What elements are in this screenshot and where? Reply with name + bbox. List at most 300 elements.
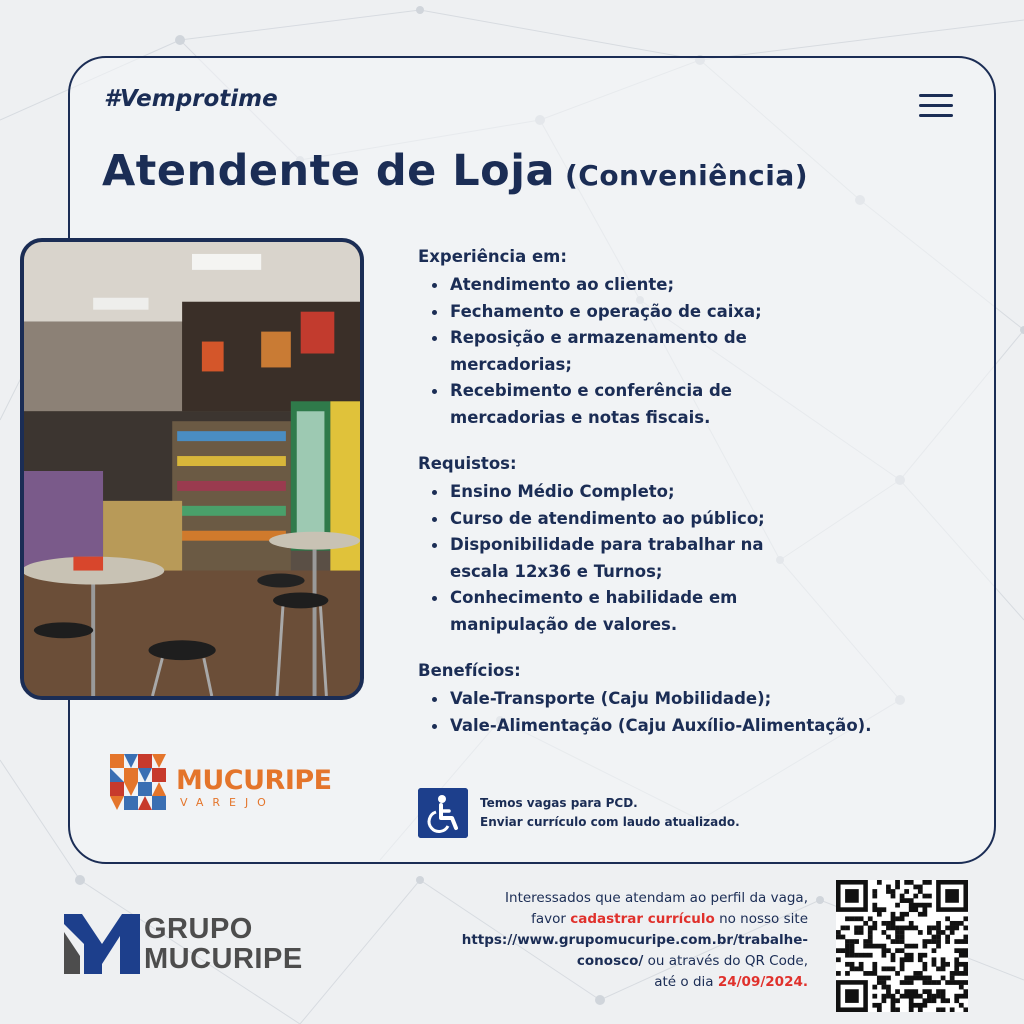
qr-module: [963, 980, 968, 985]
qr-module: [932, 926, 937, 931]
qr-module: [945, 980, 950, 985]
qr-module: [877, 980, 882, 985]
qr-module: [895, 926, 900, 931]
qr-module: [872, 921, 877, 926]
qr-module: [927, 894, 932, 899]
qr-module: [854, 916, 859, 921]
qr-module: [927, 939, 932, 944]
qr-module: [891, 916, 896, 921]
qr-module: [959, 971, 964, 976]
qr-module: [904, 994, 909, 999]
qr-module: [909, 998, 914, 1003]
qr-module: [904, 889, 909, 894]
qr-module: [882, 985, 887, 990]
qr-module: [895, 989, 900, 994]
qr-module: [913, 1003, 918, 1008]
qr-module: [954, 962, 959, 967]
qr-module: [900, 957, 905, 962]
qr-module: [909, 926, 914, 931]
qr-module: [954, 971, 959, 976]
qr-module: [922, 953, 927, 958]
qr-module: [945, 939, 950, 944]
qr-module: [963, 994, 968, 999]
grupo-mucuripe-logo: [64, 914, 304, 976]
qr-module: [963, 953, 968, 958]
menu-bar: [919, 114, 953, 117]
qr-module: [909, 994, 914, 999]
qr-module: [918, 1003, 923, 1008]
qr-module: [900, 939, 905, 944]
cta-line5: [368, 972, 808, 993]
qr-module: [959, 948, 964, 953]
qr-module: [950, 921, 955, 926]
qr-finder-pattern: [945, 889, 959, 903]
qr-module: [868, 930, 873, 935]
mucuripe-varejo-mark: [110, 754, 172, 816]
list-item: Fechamento e operação de caixa;: [450, 299, 978, 326]
qr-module: [941, 1007, 946, 1012]
qr-module: [963, 989, 968, 994]
cta-line4: [368, 951, 808, 972]
qr-module: [945, 916, 950, 921]
qr-module: [891, 953, 896, 958]
qr-module: [882, 953, 887, 958]
qr-module: [932, 994, 937, 999]
qr-module: [959, 921, 964, 926]
qr-module: [927, 930, 932, 935]
qr-module: [941, 994, 946, 999]
qr-module: [882, 907, 887, 912]
cta-text: .: [802, 974, 808, 990]
menu-bar: [919, 94, 953, 97]
qr-module: [868, 916, 873, 921]
qr-module: [918, 1007, 923, 1012]
qr-module: [895, 880, 900, 885]
qr-module: [854, 953, 859, 958]
qr-module: [900, 994, 905, 999]
qr-module: [922, 939, 927, 944]
qr-module: [918, 994, 923, 999]
qr-module: [882, 980, 887, 985]
qr-module: [922, 894, 927, 899]
qr-module: [922, 880, 927, 885]
qr-module: [936, 994, 941, 999]
qr-module: [941, 962, 946, 967]
qr-module: [841, 935, 846, 940]
qr-module: [918, 930, 923, 935]
qr-module: [909, 903, 914, 908]
qr-module: [909, 989, 914, 994]
pcd-line1: Temos vagas para PCD.: [480, 796, 638, 810]
qr-module: [913, 971, 918, 976]
qr-module: [941, 930, 946, 935]
qr-module: [954, 939, 959, 944]
qr-module: [959, 953, 964, 958]
qr-module: [922, 962, 927, 967]
qr-module: [836, 935, 841, 940]
qr-module: [895, 930, 900, 935]
qr-module: [904, 989, 909, 994]
qr-finder-pattern: [845, 989, 859, 1003]
qr-module: [877, 880, 882, 885]
qr-module: [932, 935, 937, 940]
experience-list: [418, 272, 978, 431]
qr-module: [877, 907, 882, 912]
job-title: Atendente de Loja: [102, 146, 555, 196]
application-instructions: [368, 888, 808, 993]
list-item: Curso de atendimento ao público;: [450, 506, 978, 533]
qr-module: [927, 976, 932, 981]
qr-module: [900, 966, 905, 971]
mucuripe-varejo-logo: [110, 754, 330, 818]
hamburger-menu-icon[interactable]: [919, 94, 955, 120]
qr-module: [913, 944, 918, 949]
list-item: Vale-Transporte (Caju Mobilidade);: [450, 686, 978, 713]
qr-module: [963, 926, 968, 931]
qr-module: [913, 926, 918, 931]
qr-module: [872, 926, 877, 931]
qr-module: [863, 921, 868, 926]
qr-module: [922, 944, 927, 949]
qr-module: [927, 994, 932, 999]
qr-module: [954, 994, 959, 999]
qr-module: [845, 948, 850, 953]
qr-module: [845, 962, 850, 967]
qr-module: [950, 930, 955, 935]
qr-module: [886, 966, 891, 971]
qr-module: [909, 976, 914, 981]
qr-module: [922, 966, 927, 971]
qr-module: [909, 880, 914, 885]
qr-module: [882, 944, 887, 949]
qr-module: [936, 930, 941, 935]
qr-module: [932, 948, 937, 953]
qr-module: [868, 935, 873, 940]
qr-module: [936, 935, 941, 940]
qr-module: [963, 916, 968, 921]
qr-module: [913, 994, 918, 999]
qr-module: [891, 921, 896, 926]
qr-module: [895, 916, 900, 921]
qr-module: [895, 948, 900, 953]
qr-module: [868, 971, 873, 976]
qr-module: [963, 966, 968, 971]
qr-module: [845, 953, 850, 958]
qr-module: [936, 944, 941, 949]
qr-module: [909, 1003, 914, 1008]
qr-module: [954, 948, 959, 953]
store-photo: [20, 238, 364, 700]
qr-module: [922, 980, 927, 985]
cta-highlight: cadastrar currículo: [570, 911, 715, 927]
qr-module: [900, 926, 905, 931]
qr-module: [936, 980, 941, 985]
qr-module: [882, 976, 887, 981]
careers-link[interactable]: https://www.grupomucuripe.com.br/trabalhe-: [461, 932, 808, 948]
qr-module: [941, 976, 946, 981]
qr-module: [845, 939, 850, 944]
qr-module: [927, 989, 932, 994]
qr-module: [904, 912, 909, 917]
qr-module: [936, 966, 941, 971]
qr-module: [872, 994, 877, 999]
qr-module: [945, 935, 950, 940]
qr-module: [891, 994, 896, 999]
qr-module: [900, 916, 905, 921]
qr-module: [913, 976, 918, 981]
qr-module: [918, 957, 923, 962]
qr-module: [963, 971, 968, 976]
qr-module: [936, 926, 941, 931]
qr-module: [904, 980, 909, 985]
pcd-notice: [418, 788, 838, 838]
qr-module: [922, 1003, 927, 1008]
qr-module: [886, 976, 891, 981]
qr-module: [954, 998, 959, 1003]
qr-module: [954, 980, 959, 985]
list-item: Vale-Alimentação (Caju Auxílio-Alimentação).: [450, 713, 978, 740]
requirements-section: [418, 453, 978, 638]
qr-module: [886, 889, 891, 894]
qr-module: [945, 962, 950, 967]
qr-module: [895, 903, 900, 908]
qr-module: [859, 930, 864, 935]
qr-module: [863, 939, 868, 944]
qr-module: [868, 944, 873, 949]
qr-module: [941, 989, 946, 994]
varejo-brand-sub: VAREJO: [180, 796, 275, 809]
qr-module: [927, 903, 932, 908]
qr-module: [932, 980, 937, 985]
qr-module: [954, 921, 959, 926]
qr-module: [913, 907, 918, 912]
qr-module: [918, 953, 923, 958]
qr-module: [872, 889, 877, 894]
qr-module: [941, 957, 946, 962]
qr-module: [841, 926, 846, 931]
qr-module: [904, 944, 909, 949]
page-title: [102, 146, 808, 196]
qr-module: [886, 948, 891, 953]
qr-module: [963, 1007, 968, 1012]
qr-module: [886, 926, 891, 931]
qr-module: [850, 948, 855, 953]
qr-module: [909, 980, 914, 985]
qr-module: [918, 889, 923, 894]
qr-module: [900, 980, 905, 985]
qr-module: [882, 994, 887, 999]
list-item: Reposição e armazenamento de mercadorias;: [450, 325, 780, 378]
qr-module: [936, 1007, 941, 1012]
qr-module: [872, 944, 877, 949]
qr-module: [859, 962, 864, 967]
qr-module: [909, 944, 914, 949]
qr-module: [882, 998, 887, 1003]
qr-module: [932, 998, 937, 1003]
qr-module: [859, 953, 864, 958]
cta-line2: [368, 909, 808, 930]
qr-module: [872, 985, 877, 990]
benefits-list: [418, 686, 978, 739]
qr-module: [891, 894, 896, 899]
qr-module: [900, 898, 905, 903]
menu-bar: [919, 104, 953, 107]
grupo-line1: GRUPO: [144, 913, 253, 945]
qr-module: [918, 976, 923, 981]
qr-module: [872, 894, 877, 899]
qr-module: [927, 998, 932, 1003]
qr-module: [909, 953, 914, 958]
qr-module: [959, 985, 964, 990]
qr-module: [927, 980, 932, 985]
qr-code[interactable]: [836, 880, 968, 1012]
qr-module: [950, 976, 955, 981]
qr-module: [891, 912, 896, 917]
qr-module: [877, 1007, 882, 1012]
qr-module: [918, 903, 923, 908]
qr-module: [845, 916, 850, 921]
qr-module: [954, 966, 959, 971]
section-title: Benefícios:: [418, 661, 521, 680]
qr-module: [945, 926, 950, 931]
qr-module: [900, 948, 905, 953]
qr-module: [913, 989, 918, 994]
pcd-text: [480, 794, 740, 832]
qr-module: [886, 985, 891, 990]
list-item: Ensino Médio Completo;: [450, 479, 978, 506]
qr-module: [854, 926, 859, 931]
qr-module: [836, 948, 841, 953]
qr-module: [891, 1003, 896, 1008]
qr-module: [950, 926, 955, 931]
qr-module: [904, 880, 909, 885]
grupo-line2: MUCURIPE: [144, 943, 303, 975]
qr-module: [895, 939, 900, 944]
qr-module: [882, 948, 887, 953]
deadline-date: 24/09/2024: [717, 974, 803, 990]
qr-module: [882, 930, 887, 935]
qr-module: [941, 966, 946, 971]
qr-module: [941, 998, 946, 1003]
qr-module: [836, 957, 841, 962]
qr-module: [932, 939, 937, 944]
qr-module: [954, 957, 959, 962]
qr-module: [886, 885, 891, 890]
qr-module: [863, 971, 868, 976]
qr-module: [900, 894, 905, 899]
qr-module: [895, 998, 900, 1003]
qr-module: [922, 998, 927, 1003]
list-item: Recebimento e conferência de mercadorias e notas fiscais.: [450, 378, 770, 431]
qr-module: [877, 944, 882, 949]
qr-module: [859, 916, 864, 921]
qr-module: [845, 971, 850, 976]
qr-module: [895, 971, 900, 976]
qr-module: [904, 976, 909, 981]
qr-module: [882, 966, 887, 971]
qr-module: [909, 957, 914, 962]
section-title: Experiência em:: [418, 247, 567, 266]
qr-module: [954, 926, 959, 931]
qr-module: [872, 966, 877, 971]
grupo-mucuripe-mark: [64, 914, 140, 974]
qr-module: [904, 898, 909, 903]
qr-module: [877, 976, 882, 981]
qr-module: [963, 962, 968, 967]
qr-module: [959, 962, 964, 967]
qr-module: [850, 962, 855, 967]
qr-module: [922, 989, 927, 994]
qr-module: [918, 912, 923, 917]
qr-module: [850, 916, 855, 921]
qr-module: [936, 939, 941, 944]
qr-module: [922, 912, 927, 917]
experience-section: [418, 246, 978, 431]
qr-module: [841, 948, 846, 953]
cta-text: ou através do QR Code,: [643, 953, 808, 969]
qr-module: [959, 980, 964, 985]
list-item: Conhecimento e habilidade em manipulação de valores.: [450, 585, 770, 638]
qr-module: [836, 930, 841, 935]
qr-module: [891, 998, 896, 1003]
qr-module: [886, 935, 891, 940]
qr-module: [909, 1007, 914, 1012]
qr-module: [891, 926, 896, 931]
qr-module: [959, 994, 964, 999]
qr-module: [886, 989, 891, 994]
qr-module: [872, 971, 877, 976]
qr-module: [959, 1003, 964, 1008]
qr-module: [895, 1007, 900, 1012]
qr-module: [845, 926, 850, 931]
qr-module: [895, 885, 900, 890]
cta-text: no nosso site: [714, 911, 808, 927]
qr-module: [904, 926, 909, 931]
list-item: Disponibilidade para trabalhar na escala 12x36 e Turnos;: [450, 532, 790, 585]
qr-module: [886, 994, 891, 999]
qr-module: [909, 898, 914, 903]
qr-module: [963, 939, 968, 944]
grupo-name: [144, 914, 303, 974]
qr-module: [900, 962, 905, 967]
qr-module: [891, 957, 896, 962]
qr-module: [927, 926, 932, 931]
qr-module: [909, 921, 914, 926]
qr-module: [859, 926, 864, 931]
qr-module: [868, 939, 873, 944]
qr-module: [868, 953, 873, 958]
qr-module: [872, 1003, 877, 1008]
job-details: [418, 246, 978, 761]
qr-module: [918, 885, 923, 890]
qr-module: [863, 944, 868, 949]
qr-module: [963, 948, 968, 953]
qr-module: [932, 957, 937, 962]
qr-module: [909, 907, 914, 912]
qr-module: [950, 980, 955, 985]
benefits-section: [418, 660, 978, 739]
qr-module: [872, 907, 877, 912]
hashtag: #Vemprotime: [104, 86, 278, 112]
qr-module: [891, 966, 896, 971]
list-item: Atendimento ao cliente;: [450, 272, 978, 299]
qr-module: [891, 939, 896, 944]
qr-module: [945, 998, 950, 1003]
qr-module: [872, 903, 877, 908]
qr-module: [845, 944, 850, 949]
qr-module: [868, 926, 873, 931]
careers-link-end[interactable]: conosco/: [576, 953, 644, 969]
